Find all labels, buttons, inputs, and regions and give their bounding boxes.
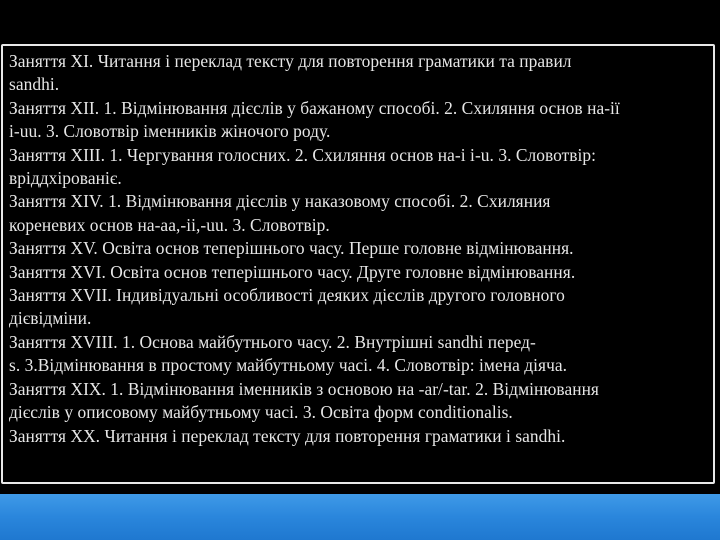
text-line: Заняття XIX. 1. Відмінювання іменників з основою на -ar/-tar. 2. Відмінювання: [9, 378, 599, 399]
text-line: вріддхірованіє.: [9, 168, 122, 189]
text-line: Заняття XVI. Освіта основ теперішнього часу. Друге головне відмінювання.: [9, 261, 576, 282]
bottom-accent-bar: [0, 494, 720, 540]
text-line: Заняття XIV. 1. Відмінювання дієслів у наказовому способі. 2. Схиляния: [9, 191, 551, 212]
text-line: Заняття XVIII. 1. Основа майбутнього часу. 2. Внутрішні sandhi перед-: [9, 331, 536, 352]
text-line: Заняття XI. Читання і переклад тексту для повторення граматики та правил: [9, 51, 572, 71]
text-line: Заняття XII. 1. Відмінювання дієслів у бажаному способі. 2. Схиляння основ на-ії: [9, 97, 620, 118]
text-line: Заняття XV. Освіта основ теперішнього часу. Перше головне відмінювання.: [9, 238, 574, 259]
text-line: дієвідміни.: [9, 308, 92, 329]
lesson-list: [9, 50, 707, 448]
text-line: Заняття XX. Читання і переклад тексту для повторення граматики і sandhi.: [9, 425, 566, 446]
text-line: sandhi.: [9, 74, 60, 95]
text-line: Заняття XVII. Індивідуальні особливості деяких дієслів другого головного: [9, 285, 565, 306]
text-line: Заняття XIII. 1. Чергування голосних. 2. Схиляння основ на-і і-u. 3. Словотвір:: [9, 144, 597, 165]
text-line: і-uu. 3. Словотвір іменників жіночого роду.: [9, 121, 331, 142]
text-line: s. 3.Відмінювання в простому майбутньому часі. 4. Словотвір: імена діяча.: [9, 355, 568, 376]
text-line: дієслів у описовому майбутньому часі. 3. Освіта форм conditionalis.: [9, 402, 513, 423]
text-line: кореневих основ на-аа,-іі,-uu. 3. Словотвір.: [9, 214, 330, 235]
lesson-list-box: [1, 44, 715, 484]
